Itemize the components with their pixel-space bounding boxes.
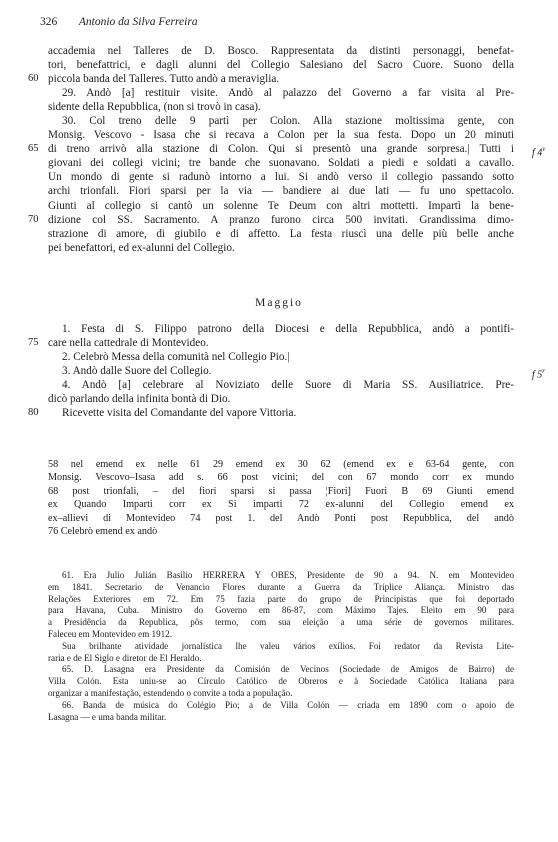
text-line-content: piccola banda del Talleres. Tutto andò a meraviglia. [48,73,280,86]
footnote-line: raria e de El Siglo e diretor de El Heraldo. [48,652,202,663]
line-number: 65 [28,143,39,155]
line-number: 75 [28,337,39,349]
folio-ref-base: f 5 [532,369,543,381]
text-line: 1. Festa di S. Filippo patrono della Diocesi e della Repubblica, andò a pontifi- [62,323,514,335]
line-number: 80 [28,407,39,419]
text-line [48,364,546,381]
footnote-line: em 1841. Secretario de Venancio Flores durante a Guerra da Tríplice Aliança. Ministro das [48,581,514,592]
text-line-content: care nella cattedrale di Montevideo. [48,337,209,350]
apparatus-line: Monsig. Vescovo–Isasa add s. 66 post vicini; del con 67 mondo corr ex mundo [48,472,514,484]
folio-ref [532,142,545,160]
text-line: pei benefattori, ed ex-alunni del Collegio. [48,241,235,254]
text-line-content: di treno arrivò alla stazione di Colon. Qui si presentò una grande sorpresa.| Tutti i [48,143,514,156]
main-text [28,44,546,255]
line-number: 60 [28,73,39,85]
text-line: giovani dei collegi vicini; tre bande che suonavano. Soldati a piedi e soldati a cavallo. [48,157,514,170]
text-line-content: 3. Andò dalle Suore del Collegio. [62,365,212,378]
text-line [28,72,514,86]
text-line [28,406,514,420]
footnote-line: 65. D. Lasagna era Presidente da Comisión de Vecinos (Sociedade de Amigos de Bairro) de [62,664,514,675]
apparatus-line: ex–allievi di Montevideo 74 post 1. del Andò Ponti post Repubblica, del andò [48,512,514,524]
running-title: Antonio da Silva Ferreira [78,16,198,28]
text-line [28,213,514,227]
page-header [40,16,198,28]
text-line-content: Ricevette visita del Comandante del vapore Vittoria. [62,407,297,420]
footnote-line: Relações Exteriores em 72. Em 75 fazia parte do grupo de Principistas que foi deportado [48,593,514,604]
folio-ref-sup: r [542,367,546,376]
footnotes [48,570,514,723]
text-line: sidente della Repubblica, (non si trovò in casa). [48,101,261,114]
footnote-line: organizar a manifestação, estendendo o convite a toda a população. [48,687,293,698]
text-line-content: dizione col SS. Sacramento. A pranzo furono circa 500 invitati. Grandissima dimo- [48,213,514,226]
footnote-line: para Havana, Cuba. Ministro do Governo em 86-87, com Máximo Tajes. Eleito em 90 para [48,605,514,616]
footnote-line: 61. Era Julio Julián Basilio HERRERA Y OBES, Presidente de 90 a 94. N. em Montevideo [62,570,514,580]
text-line: archi trionfali. Fiori sparsi per la via — bandiere ai due lati — fu uno spettacolo. [48,185,514,198]
text-line: 29. Andò [a] restituir visite. Andò al palazzo del Governo a far visita al Pre- [62,87,514,100]
footnote-line: Sua brilhante atividade jornalística lhe valeu vários exílios. Foi redator da Revista Lite- [62,640,514,651]
footnote-line: Faleceu em Montevideo em 1912. [48,628,172,639]
folio-ref-base: f 4 [532,147,543,159]
footnote-line: a Presidência da Republica, pôs termo, com sua eleição a uma série de governos militares. [48,617,514,628]
text-line: 30. Col treno delle 9 partì per Colon. Alla stazione moltissima gente, con [62,115,514,128]
text-line: tori, benefattrici, e dagli alunni del Collegio Salesiano del Sacro Cuore. Suono della [48,59,514,72]
line-number: 70 [28,213,39,225]
folio-ref-sup: v [542,145,546,154]
text-line: dicò parlando della infinita bontà di Dio. [48,393,231,406]
text-line: Giunti al collegio si cantò un solenne Te Deum con altri mottetti. Impartì la bene- [48,199,514,212]
text-line: 2. Celebrò Messa della comunità nel Collegio Pio.| [62,351,290,364]
apparatus-line: 58 nel emend ex nelle 61 29 emend ex 30 62 (emend ex e 63-64 gente, con [48,459,514,470]
folio-ref [532,364,545,382]
text-line [28,336,514,350]
footnote-line: 66. Banda de música do Colégio Pio; a de Villa Colón — criada em 1890 com o apoio de [62,699,514,710]
apparatus-line: 68 post trionfali, – del fiori sparsi si passa ¦Fiori] Fuori B 69 Giunti emend [48,485,514,497]
critical-apparatus [48,458,514,538]
text-line: strazione di amore, di giubilo e di affetto. La festa riuscì una delle più belle anche [48,227,514,240]
section-heading: Maggio [255,297,303,309]
footnote-line: Villa Colón. Esta uniu-se ao Círculo Católico de Obreros e à Sociedade Católica Italiana para [48,676,514,687]
text-line: Un mondo di gente si radunò intorno a lui. Si andò verso il collegio passando sotto [48,171,514,184]
text-line [28,142,546,159]
text-line: Monsig. Vescovo - Isasa che si recava a Colon per la sua festa. Dopo un 20 minuti [48,129,514,142]
main-text-may [28,322,546,420]
footnote-line: Lasagna — e uma banda militar. [48,711,167,722]
apparatus-line: 76 Celebrò emend ex andò [48,525,158,537]
page-number: 326 [40,16,58,28]
apparatus-line: ex Quando Impartì corr ex Si imparti 72 ex-alunni del Collegio emend ex [48,499,514,511]
text-line: 4. Andò [a] celebrare al Noviziato delle Suore di Maria SS. Ausiliatrice. Pre- [62,379,514,392]
text-line: accademia nel Talleres de D. Bosco. Rappresentata da distinti personaggi, benefat- [48,45,514,57]
